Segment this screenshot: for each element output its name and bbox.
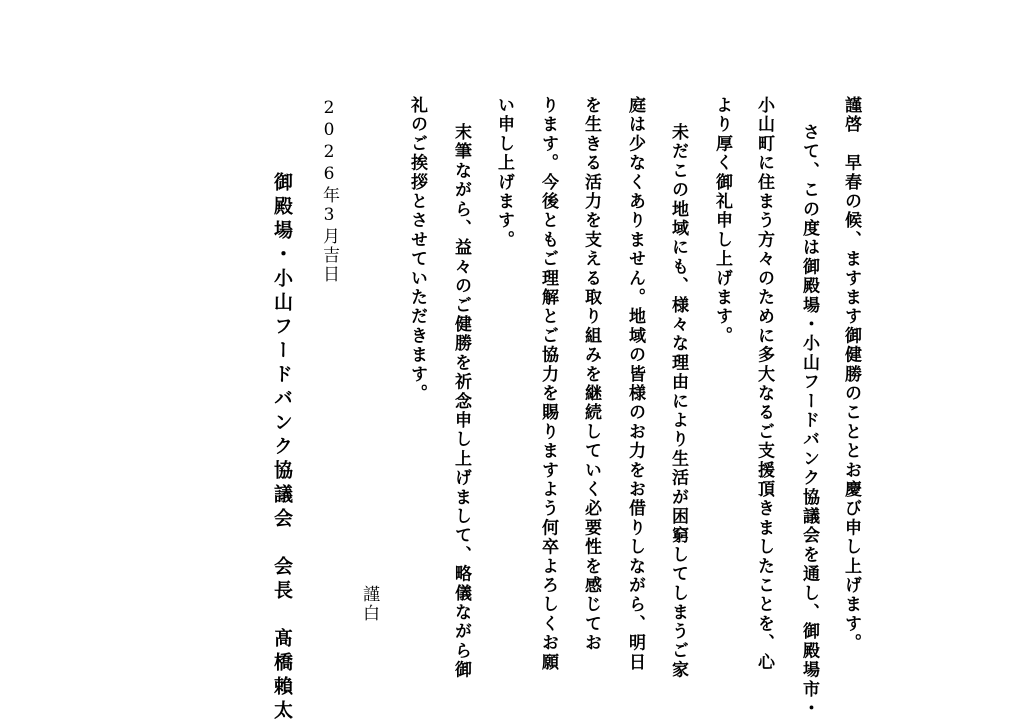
letter-line-9: い申し上げます。	[494, 96, 514, 250]
letter-line-6: 庭は少なくありません。地域の皆様のお力をお借りしながら、明日	[625, 96, 645, 672]
letter-line-8: ります。今後ともご理解とご協力を賜りますよう何卒よろしくお願	[538, 96, 558, 672]
letter-date: 2026年3月吉日	[319, 98, 339, 284]
letter-line-5: 未だこの地域にも、様々な理由により生活が困窮してしまうご家	[668, 123, 688, 680]
letter-line-7: を生きる活力を支える取り組みを継続していく必要性を感じてお	[581, 96, 601, 653]
signature: 御殿場・小山フードバンク協議会 会長 髙橋賴太	[271, 172, 293, 724]
letter-line-4: より厚く御礼申し上げます。	[712, 96, 732, 346]
letter-line-2: さて、この度は御殿場・小山フードバンク協議会を通し、御殿場市・	[799, 123, 819, 719]
letter-line-3: 小山町に住まう方々のために多大なるご支援頂きましたことを、心	[754, 96, 774, 672]
closing-word: 謹白	[359, 585, 379, 623]
letter-line-1: 謹啓 早春の候、ますます御健勝のこととお慶び申し上げます。	[841, 96, 861, 653]
letter-line-10: 末筆ながら、益々のご健勝を祈念申し上げまして、略儀ながら御	[451, 123, 471, 680]
letter-line-11: 礼のご挨拶とさせていただきます。	[407, 96, 427, 404]
